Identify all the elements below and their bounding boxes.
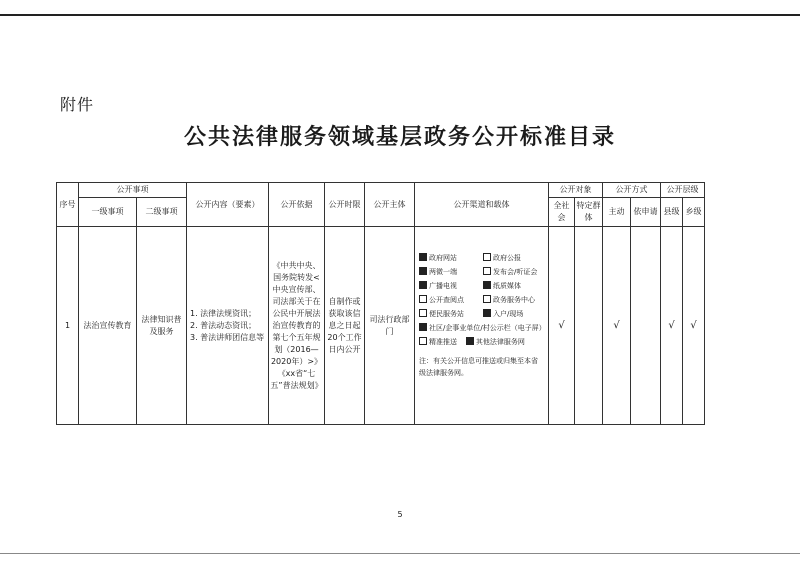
content-item: 1. 法律法规资讯； — [190, 308, 257, 318]
page-number: 5 — [397, 510, 403, 519]
channel-item: 政府公报 — [483, 251, 553, 265]
checkbox-icon — [466, 337, 474, 345]
content-item: 2. 普法动态资讯； — [190, 320, 257, 330]
header-basis: 公开依据 — [269, 183, 325, 227]
checkbox-icon — [483, 309, 491, 317]
header-channels: 公开渠道和载体 — [415, 183, 549, 227]
header-seq: 序号 — [57, 183, 79, 227]
table-row — [57, 227, 705, 425]
channel-item: 政府网站 — [419, 251, 481, 265]
top-border — [0, 14, 800, 16]
checkbox-icon — [419, 253, 427, 261]
content-item: 3. 普法讲师团信息等 — [190, 332, 265, 342]
checkbox-icon — [483, 295, 491, 303]
bottom-border — [0, 553, 800, 554]
checkbox-icon — [419, 295, 427, 303]
checkbox-icon — [419, 267, 427, 275]
channel-community: 社区/企事业单位/村公示栏（电子屏） — [419, 321, 544, 335]
channel-precise-other: 精准推送 其他法律服务网 — [419, 335, 544, 349]
cell-basis: 《中共中央、国务院转发<中央宣传部、司法部关于在公民中开展法治宣传教育的第七个五年规划（2016—2020年）>》《xx省“七五”普法规划》 — [269, 227, 325, 425]
channel-item: 公开查阅点 — [419, 293, 481, 307]
document-title: 公共法律服务领域基层政务公开标准目录 — [183, 125, 616, 150]
checkbox-icon — [419, 309, 427, 317]
channel-item: 政务服务中心 — [483, 293, 553, 307]
header-method-active: 主动 — [603, 198, 631, 227]
cell-level2: 法律知识普及服务 — [137, 227, 187, 425]
checkbox-icon — [419, 281, 427, 289]
header-level-township: 乡级 — [683, 198, 705, 227]
cell-level-county: √ — [661, 227, 683, 425]
checkbox-icon — [419, 323, 427, 331]
checkbox-icon — [419, 337, 427, 345]
header-target-all: 全社会 — [549, 198, 575, 227]
cell-seq: 1 — [57, 227, 79, 425]
cell-level-township: √ — [683, 227, 705, 425]
cell-method-active: √ — [603, 227, 631, 425]
header-method: 公开方式 — [603, 183, 661, 198]
header-method-request: 依申请 — [631, 198, 661, 227]
header-target-specific: 特定群体 — [575, 198, 603, 227]
header-target: 公开对象 — [549, 183, 603, 198]
channel-note: 注：有关公开信息可推送或归集至本省级法律服务网。 — [419, 357, 538, 377]
attachment-label: 附件 — [60, 95, 95, 114]
catalog-table — [56, 182, 705, 425]
cell-content — [187, 227, 269, 425]
header-level-county: 县级 — [661, 198, 683, 227]
channel-item: 纸质媒体 — [483, 279, 553, 293]
header-level2: 二级事项 — [137, 198, 187, 227]
header-matters: 公开事项 — [79, 183, 187, 198]
channel-item: 入户/现场 — [483, 307, 553, 321]
cell-method-request — [631, 227, 661, 425]
cell-time-limit: 自制作或获取该信息之日起20个工作日内公开 — [325, 227, 365, 425]
channel-item: 两微一端 — [419, 265, 481, 279]
checkbox-icon — [483, 267, 491, 275]
cell-channels — [415, 227, 549, 425]
header-level: 公开层级 — [661, 183, 705, 198]
cell-target-specific — [575, 227, 603, 425]
cell-subject: 司法行政部门 — [365, 227, 415, 425]
header-row-1 — [57, 183, 705, 198]
channel-list — [419, 251, 544, 321]
cell-target-all: √ — [549, 227, 575, 425]
checkbox-icon — [483, 253, 491, 261]
header-content: 公开内容（要素） — [187, 183, 269, 227]
channel-item: 广播电视 — [419, 279, 481, 293]
header-level1: 一级事项 — [79, 198, 137, 227]
header-subject: 公开主体 — [365, 183, 415, 227]
checkbox-icon — [483, 281, 491, 289]
header-time-limit: 公开时限 — [325, 183, 365, 227]
channel-item: 发布会/听证会 — [483, 265, 553, 279]
cell-level1: 法治宣传教育 — [79, 227, 137, 425]
channel-item: 便民服务站 — [419, 307, 481, 321]
